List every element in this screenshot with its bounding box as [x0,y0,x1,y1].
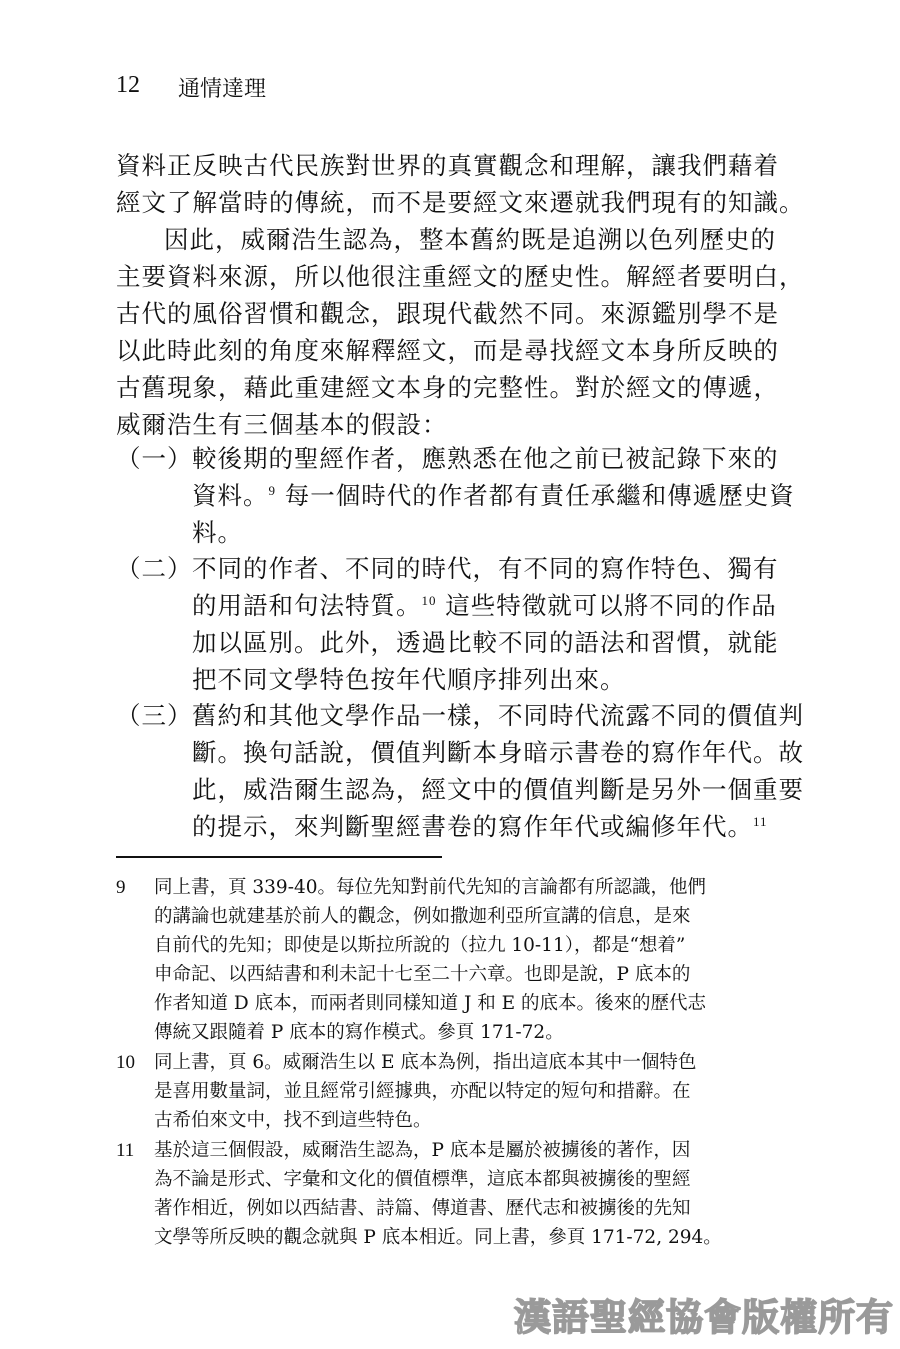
footnote-11 [116,1136,756,1252]
assumption-item-1 [116,440,795,551]
item-number: （二） [116,554,193,583]
footnote-line: 基於這三個假設，威爾浩生認為，P 底本是屬於被擄後的著作，因 [154,1140,691,1161]
item-line: 的用語和句法特質。 [192,591,422,620]
footnote-9 [116,873,756,1047]
paragraph-line: 資料正反映古代民族對世界的真實觀念和理解，讓我們藉着 [116,151,779,180]
item-line: 每一個時代的作者都有責任承繼和傳遞歷史資 [284,481,795,510]
footnote-line: 是喜用數量詞，並且經常引經據典，亦配以特定的短句和措辭。在 [154,1081,691,1102]
paragraph-line: 經文了解當時的傳統，而不是要經文來遷就我們現有的知識。 [116,188,805,217]
footnote-reference[interactable]: 10 [421,592,437,608]
paragraph-2 [116,221,805,443]
paragraph-line: 主要資料來源，所以他很注重經文的歷史性。解經者要明白， [116,262,805,291]
footnote-line: 古希伯來文中，找不到這些特色。 [154,1110,432,1131]
item-number: （一） [116,444,193,473]
running-title: 通情達理 [178,77,267,102]
item-line: 加以區別。此外，透過比較不同的語法和習慣，就能 [192,628,779,657]
item-line: 較後期的聖經作者，應熟悉在他之前已被記錄下來的 [192,444,779,473]
footnote-line: 文學等所反映的觀念就與 P 底本相近。同上書，參頁 171-72, 294。 [154,1227,722,1248]
paragraph-1 [116,147,805,221]
footnote-line: 的講論也就建基於前人的觀念，例如撒迦利亞所宣講的信息，是來 [154,906,691,927]
item-line: 這些特徵就可以將不同的作品 [445,591,777,620]
footnote-reference[interactable]: 9 [268,482,276,498]
footnote-line: 同上書，頁 339-40。每位先知對前代先知的言論都有所認識，他們 [154,877,706,898]
item-line: 斷。換句話說，價值判斷本身暗示書卷的寫作年代。故 [192,738,804,767]
page-number: 12 [116,72,140,98]
item-line: 不同的作者、不同的時代，有不同的寫作特色、獨有 [192,554,779,583]
item-number: （三） [116,701,193,730]
item-line: 把不同文學特色按年代順序排列出來。 [192,665,626,694]
footnote-line: 作者知道 D 底本，而兩者則同樣知道 J 和 E 的底本。後來的歷代志 [154,993,707,1014]
footnote-line: 申命記、以西結書和利未記十七至二十六章。也即是說，P 底本的 [154,964,691,985]
footnote-line: 同上書，頁 6。威爾浩生以 E 底本為例，指出這底本其中一個特色 [154,1052,697,1073]
item-line: 料。 [192,518,243,547]
paragraph-line: 以此時此刻的角度來解釋經文，而是尋找經文本身所反映的 [116,336,779,365]
footnote-number: 9 [116,877,126,898]
footnote-line: 自前代的先知；即使是以斯拉所說的（拉九 10-11），都是“想着” [154,935,686,956]
assumption-item-3 [116,697,804,845]
footnote-line: 為不論是形式、字彙和文化的價值標準，這底本都與被擄後的聖經 [154,1169,691,1190]
paragraph-line: 古舊現象，藉此重建經文本身的完整性。對於經文的傳遞， [116,373,779,402]
assumption-item-2 [116,550,779,698]
footnote-number: 11 [116,1140,135,1161]
paragraph-line: 因此，威爾浩生認為，整本舊約既是追溯以色列歷史的 [164,225,776,254]
paragraph-line: 威爾浩生有三個基本的假設： [116,410,448,439]
item-line: 資料。 [192,481,269,510]
item-line: 舊約和其他文學作品一樣，不同時代流露不同的價值判 [192,701,804,730]
paragraph-line: 古代的風俗習慣和觀念，跟現代截然不同。來源鑑別學不是 [116,299,779,328]
item-line: 此，威浩爾生認為，經文中的價值判斷是另外一個重要 [192,775,804,804]
footnote-number: 10 [116,1052,135,1073]
item-line: 的提示，來判斷聖經書卷的寫作年代或編修年代。 [192,812,753,841]
footnote-line: 傳統又跟隨着 P 底本的寫作模式。參頁 171-72。 [154,1022,564,1043]
copyright-watermark: 漢語聖經協會版權所有 [514,1296,894,1339]
footnote-divider [116,856,442,858]
footnote-line: 著作相近，例如以西結書、詩篇、傳道書、歷代志和被擄後的先知 [154,1198,691,1219]
footnote-10 [116,1048,756,1135]
footnote-reference[interactable]: 11 [753,813,768,829]
